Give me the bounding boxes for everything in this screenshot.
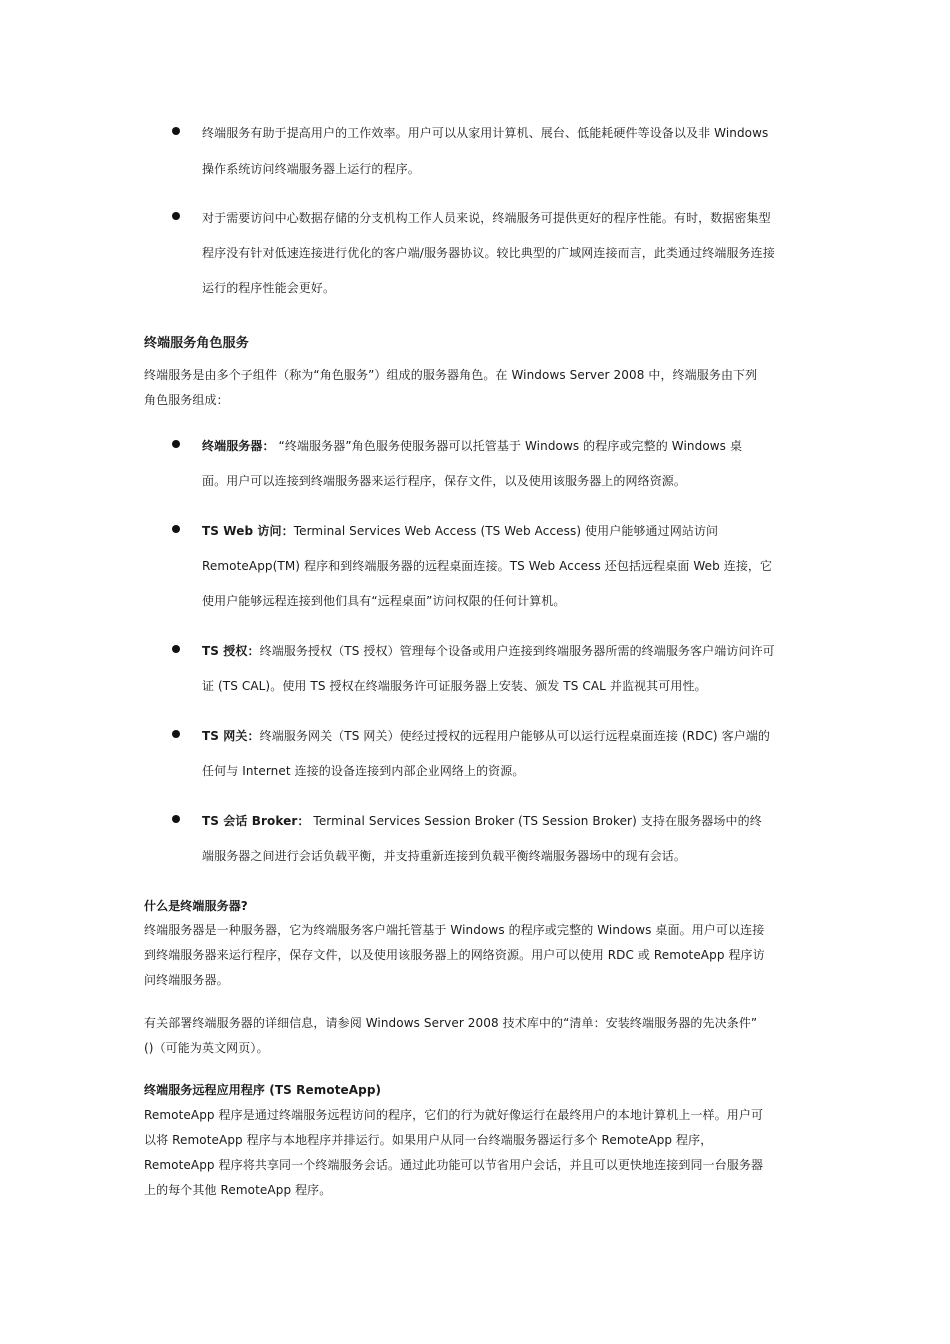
paragraph-line: 终端服务器是一种服务器，它为终端服务客户端托管基于 Windows 的程序或完整的 Windows 桌面。用户可以连接 [144, 923, 765, 937]
section-heading-remoteapp: 终端服务远程应用程序 (TS RemoteApp) [144, 1083, 382, 1097]
role-item-terminal-server [202, 437, 742, 454]
role-text: Terminal Services Web Access (TS Web Access) 使用户能够通过网站访问 [293, 524, 719, 538]
role-text: “终端服务器”角色服务使服务器可以托管基于 Windows 的程序或完整的 Windows 桌 [274, 439, 743, 453]
section-heading-what-is: 什么是终端服务器? [144, 899, 248, 913]
paragraph-line: 终端服务是由多个子组件（称为“角色服务”）组成的服务器角色。在 Windows Server 2008 中，终端服务由下列 [144, 368, 758, 382]
bullet-text-line: 使用户能够远程连接到他们具有“远程桌面”访问权限的任何计算机。 [202, 594, 566, 608]
bullet-text-line: 终端服务有助于提高用户的工作效率。用户可以从家用计算机、展台、低能耗硬件等设备以及非 Windows [202, 126, 769, 140]
role-item-ts-session-broker [202, 812, 762, 829]
paragraph-line: 上的每个其他 RemoteApp 程序。 [144, 1183, 332, 1197]
section-heading-roles: 终端服务角色服务 [144, 336, 249, 351]
role-text: 终端服务网关（TS 网关）使经过授权的远程用户能够从可以运行远程桌面连接 (RDC) 客户端的 [259, 729, 771, 743]
paragraph-line: RemoteApp 程序是通过终端服务远程访问的程序，它们的行为就好像运行在最终用户的本地计算机上一样。用户可 [144, 1108, 764, 1122]
bullet-dot [172, 440, 180, 448]
bullet-text-line: 证 (TS CAL)。使用 TS 授权在终端服务许可证服务器上安装、颁发 TS CAL 并监视其可用性。 [202, 679, 707, 693]
bullet-dot [172, 525, 180, 533]
role-item-ts-web-access [202, 522, 718, 539]
bullet-dot [172, 212, 180, 220]
bullet-dot [172, 127, 180, 135]
bullet-dot [172, 815, 180, 823]
role-label: TS 授权： [202, 644, 260, 658]
role-item-ts-licensing [202, 642, 775, 659]
paragraph-line: 到终端服务器来运行程序，保存文件，以及使用该服务器上的网络资源。用户可以使用 RDC 或 RemoteApp 程序访 [144, 948, 765, 962]
role-label: TS Web 访问： [202, 524, 294, 538]
bullet-text-line: 运行的程序性能会更好。 [202, 281, 336, 295]
paragraph-line: 角色服务组成： [144, 393, 229, 407]
bullet-text-line: 操作系统访问终端服务器上运行的程序。 [202, 162, 420, 176]
role-item-ts-gateway [202, 727, 770, 744]
bullet-dot [172, 730, 180, 738]
paragraph-line: 以将 RemoteApp 程序与本地程序并排运行。如果用户从同一台终端服务器运行多个 RemoteApp 程序， [144, 1133, 713, 1147]
role-label: TS 网关： [202, 729, 260, 743]
bullet-text-line: 程序没有针对低速连接进行优化的客户端/服务器协议。较比典型的广域网连接而言，此类通过终端服务连接 [202, 246, 775, 260]
bullet-dot [172, 645, 180, 653]
paragraph-line: 有关部署终端服务器的详细信息，请参阅 Windows Server 2008 技术库中的“清单：安装终端服务器的先决条件” [144, 1016, 758, 1030]
paragraph-line: ()（可能为英文网页）。 [144, 1041, 269, 1055]
bullet-text-line: RemoteApp(TM) 程序和到终端服务器的远程桌面连接。TS Web Access 还包括远程桌面 Web 连接，它 [202, 559, 773, 573]
role-text: 终端服务授权（TS 授权）管理每个设备或用户连接到终端服务器所需的终端服务客户端访问许可 [259, 644, 775, 658]
paragraph-line: RemoteApp 程序将共享同一个终端服务会话。通过此功能可以节省用户会话，并且可以更快地连接到同一台服务器 [144, 1158, 764, 1172]
bullet-text-line: 面。用户可以连接到终端服务器来运行程序，保存文件，以及使用该服务器上的网络资源。 [202, 474, 687, 488]
role-text: Terminal Services Session Broker (TS Session Broker) 支持在服务器场中的终 [309, 814, 762, 828]
bullet-text-line: 对于需要访问中心数据存储的分支机构工作人员来说，终端服务可提供更好的程序性能。有时，数据密集型 [202, 211, 771, 225]
bullet-text-line: 任何与 Internet 连接的设备连接到内部企业网络上的资源。 [202, 764, 525, 778]
paragraph-line: 问终端服务器。 [144, 973, 229, 987]
role-label: TS 会话 Broker： [202, 814, 310, 828]
bullet-text-line: 端服务器之间进行会话负载平衡，并支持重新连接到负载平衡终端服务器场中的现有会话。 [202, 849, 687, 863]
role-label: 终端服务器： [202, 439, 275, 453]
